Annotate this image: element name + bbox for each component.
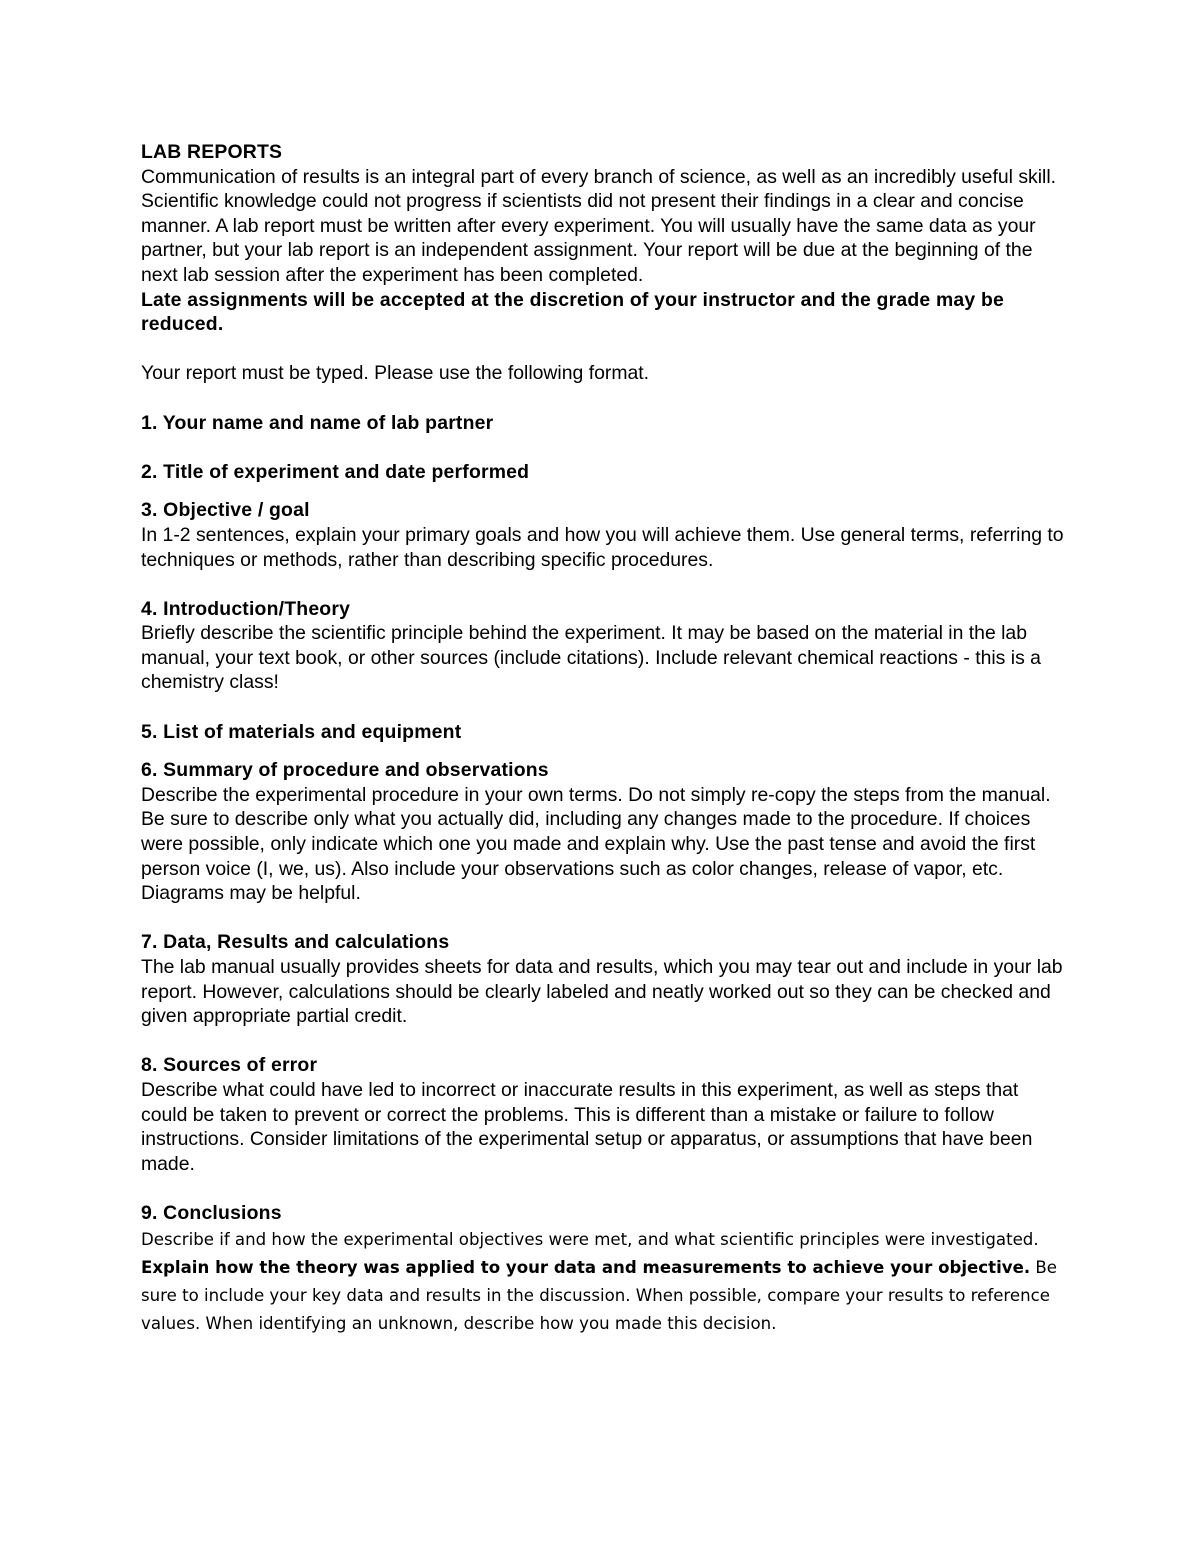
section-6-body: Describe the experimental procedure in your own terms. Do not simply re-copy the steps from the manual. Be sure to describe only what you actually did, including any changes made to the procedure. If choices were possible, only indicate which one you made and explain why. Use the past tense and avoid the first person voice (I, we, us). Also include your observations such as color changes, release of vapor, etc. Diagrams may be helpful. [141,783,1051,905]
section-5-heading: 5. List of materials and equipment [141,720,462,743]
document-page [141,140,1066,1338]
section-8-body: Describe what could have led to incorrect or inaccurate results in this experiment, as well as steps that could be taken to prevent or correct the problems. This is different than a mistake or failure to follow instructions. Consider limitations of the experimental setup or apparatus, or assumptions that have been made. [141,1078,1033,1175]
section-1-heading: 1. Your name and name of lab partner [141,411,494,434]
section-7-body: The lab manual usually provides sheets for data and results, which you may tear out and include in your lab report. However, calculations should be clearly labeled and neatly worked out so they can be checked and given appropriate partial credit. [141,956,1063,1028]
conclusion-text-2: Be sure to include your key data and results in the discussion. When possible, compare your results to reference values. When identifying an unknown, describe how you made this decision. [141,1257,1058,1333]
section-2-heading: 2. Title of experiment and date performed [141,460,530,483]
conclusion-text-1: Describe if and how the experimental objectives were met, and what scientific principles were investigated. [141,1229,1039,1249]
conclusion-text-bold: Explain how the theory was applied to your data and measurements to achieve your objective. [141,1257,1031,1277]
intro-paragraph: Communication of results is an integral part of every branch of science, as well as an incredibly useful skill. Scientific knowledge could not progress if scientists did not present their findings in a clear and concise manner. A lab report must be written after every experiment. You will usually have the same data as your partner, but your lab report is an independent assignment. Your report will be due at the beginning of the next lab session after the experiment has been completed. [141,165,1057,286]
format-instruction: Your report must be typed. Please use the following format. [141,362,650,385]
section-9-heading: 9. Conclusions [141,1201,282,1224]
document-title: LAB REPORTS [141,141,283,163]
section-3-heading: 3. Objective / goal [141,499,310,522]
conclusion-body [141,1226,1066,1338]
section-3-body: In 1-2 sentences, explain your primary goals and how you will achieve them. Use general terms, referring to techniques or methods, rather than describing specific procedures. [141,523,1064,571]
section-7-heading: 7. Data, Results and calculations [141,931,450,954]
section-8-heading: 8. Sources of error [141,1054,318,1077]
section-4-heading: 4. Introduction/Theory [141,597,351,620]
late-assignments-notice: Late assignments will be accepted at the discretion of your instructor and the grade may be reduced. [141,288,1004,336]
section-6-heading: 6. Summary of procedure and observations [141,759,549,782]
section-4-body: Briefly describe the scientific principle behind the experiment. It may be based on the material in the lab manual, your text book, or other sources (include citations). Include relevant chemical reactions - this is a chemistry class! [141,622,1041,694]
